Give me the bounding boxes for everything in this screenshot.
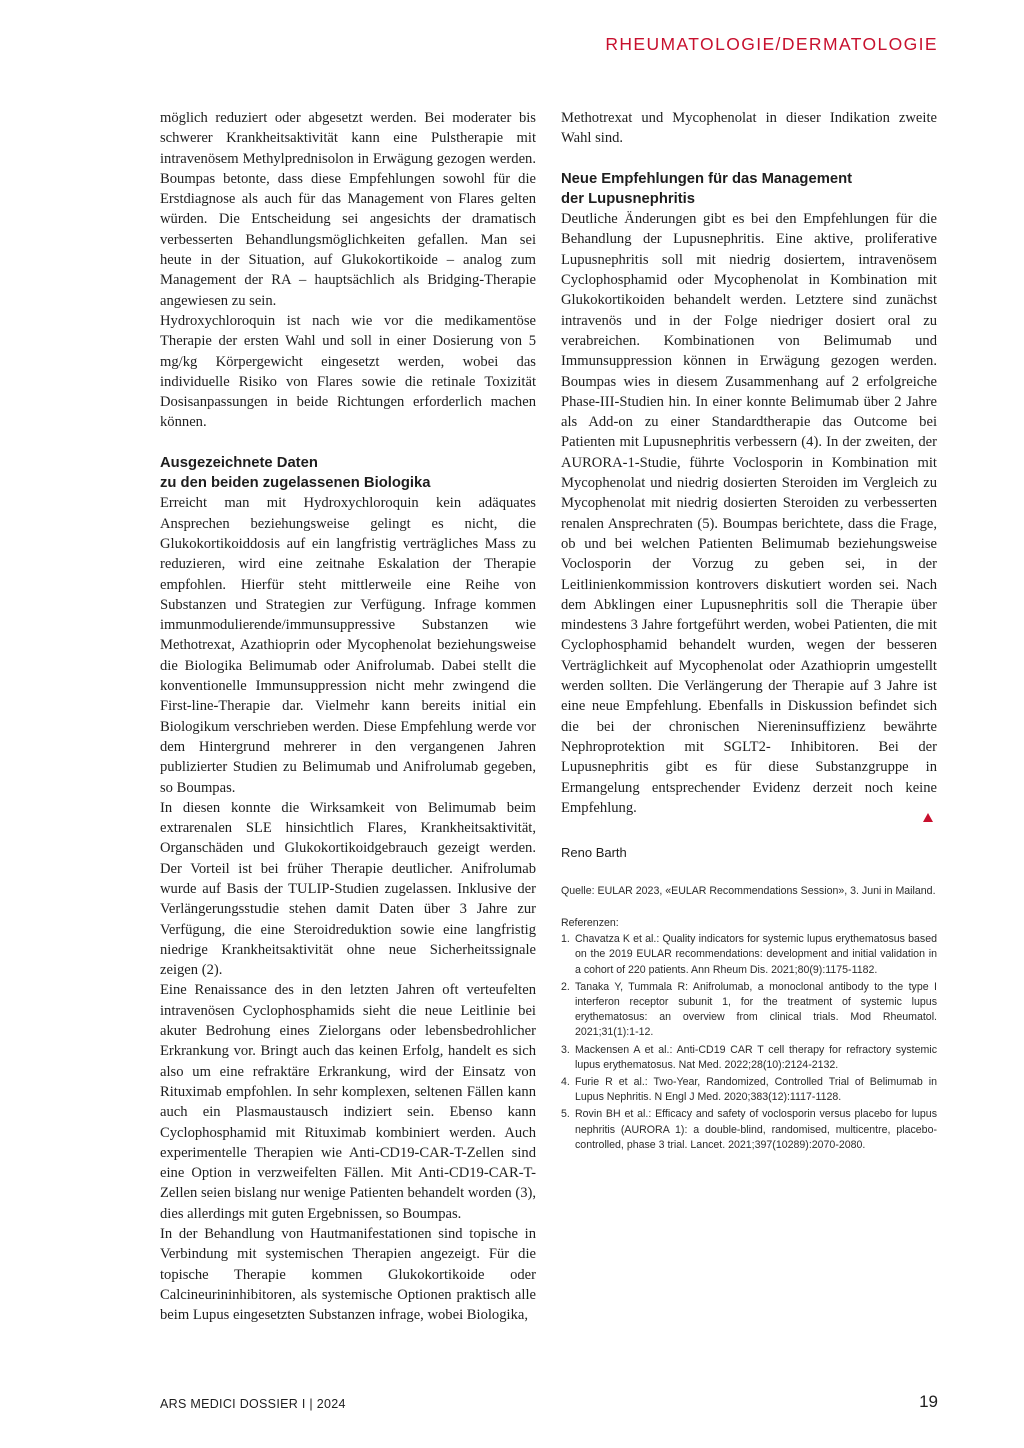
left-column xyxy=(160,108,536,1326)
section-heading xyxy=(561,169,937,210)
reference-item xyxy=(561,1107,937,1153)
references-list xyxy=(561,932,937,1153)
reference-number: 5. xyxy=(561,1108,570,1121)
body-paragraph: Hydroxychloroquin ist nach wie vor die medikamentöse Therapie der ersten Wahl und soll in einer Dosierung von 5 mg/kg Körpergewicht eingesetzt werden, wobei das individuelle Risiko von Flares sowie die retinale Toxizität Dosisanpassungen in beide Richtungen erforderlich machen können. xyxy=(160,312,536,431)
reference-text: Chavatza K et al.: Quality indicators for systemic lupus erythematosus based on the 2019 EULAR recommendations: development and initial validation in a cohort of 220 patients. Ann Rheum Dis. 2021;80(9):1175-1182. xyxy=(575,933,937,976)
reference-number: 1. xyxy=(561,933,570,946)
body-paragraph: möglich reduziert oder abgesetzt werden. Bei moderater bis schwerer Krankheitsaktivität kann eine Pulstherapie mit intravenösem Methylprednisolon in Erwägung gezogen werden. Boumpas betonte, dass diese Empfehlungen sowohl für die Erstdiagnose als auch für das Management von Flares gelten würden. Die Entscheidung sei angesichts der dramatisch verbesserten Behandlungsmöglichkeiten gefallen. Man sei heute in der Situation, auf Glukokortikoide – analog zum Management der RA – hauptsächlich als Bridging-Therapie angewiesen zu sein. xyxy=(160,110,536,309)
reference-text: Tanaka Y, Tummala R: Anifrolumab, a monoclonal antibody to the type I interferon receptor subunit 1, for the treatment of systemic lupus erythematosus: an overview from clinical trials. Mod Rheumatol. 2021;31(1):1-12. xyxy=(575,980,937,1039)
body-paragraph: In diesen konnte die Wirksamkeit von Belimumab beim extrarenalen SLE hinsichtlich Flares, Krankheitsaktivität, Organschäden und Glukokortikoidgebrauch gezeigt werden. Der Vorteil ist bei früher Therapie deutlicher. Anifrolumab wurde auf Basis der TULIP-Studien zugelassen. Inklusive der Verlängerungsstudie stehen damit Daten über 3 Jahre zur Verfügung, die eine Steroidreduktion sowie eine langfristig niedrige Krankheitsaktivität ohne neue Sicherheitssignale zeigen (2). xyxy=(160,799,536,979)
reference-number: 3. xyxy=(561,1043,570,1056)
body-paragraph: Deutliche Änderungen gibt es bei den Empfehlungen für die Behandlung der Lupusnephritis. Eine aktive, proliferative Lupusnephritis soll mit niedrig dosiertem, intravenösem Cyclophosphamid oder Mycophenolat in Kombination mit Glukokortikoiden behandelt werden. Letztere sind zunächst intravenös und in der Folge niedriger dosiert oral zu verabreichen. Kombinationen von Belimumab und Immunsuppression können in Erwägung gezogen werden. Boumpas wies in diesem Zusammenhang auf 2 erfolgreiche Phase-III-Studien hin. In einer konnte Belimumab über 2 Jahre als Add-on zu einer Standardtherapie das Outcome bei Patienten mit Lupusnephritis verbessern (4). In der zweiten, der AURORA-1-Studie, führte Voclosporin in Kombination mit Mycophenolat und niedrig dosierten Steroiden im Vergleich zu Mycophenolat mit niedrig dosierten Steroiden zu verbesserten renalen Ansprechraten (5). Boumpas berichtete, dass die Frage, ob und bei welchen Patienten Belimumab beziehungsweise Voclosporin der Vorzug zu geben sei, in der Leitlinienkommission kontrovers diskutiert worden sei. Nach dem Abklingen einer Lupusnephritis soll die Therapie über mindestens 3 Jahre fortgeführt werden, wobei Patienten, die mit Cyclophosphamid behandelt wurden, wegen der besseren Verträglichkeit auf Mycophenolat oder Azathioprin umgestellt werden sollten. Die Verlängerung der Therapie auf 3 Jahre ist eine neue Empfehlung. Ebenfalls in Diskussion befindet sich die bei der chronischen Niereninsuffizienz bewährte Nephroprotektion mit SGLT2- Inhibitoren. Bei der Lupusnephritis gibt es für diese Substanzgruppe in Ermangelung entsprechender Evidenz derzeit noch keine Empfehlung. xyxy=(561,211,937,816)
reference-item xyxy=(561,1043,937,1073)
source-note: Quelle: EULAR 2023, «EULAR Recommendations Session», 3. Juni in Mailand. xyxy=(561,885,936,898)
section-heading xyxy=(160,453,536,494)
section-heading-line: Neue Empfehlungen für das Management xyxy=(561,170,853,187)
author-name: Reno Barth xyxy=(561,845,627,861)
section-tag: RHEUMATOLOGIE/DERMATOLOGIE xyxy=(605,34,938,54)
body-paragraph: Erreicht man mit Hydroxychloroquin kein adäquates Ansprechen beziehungsweise gelingt es nicht, die Glukokortikoiddosis auf ein langfristig verträgliches Mass zu reduzieren, wird eine zeitnahe Eskalation der Therapie empfohlen. Hierfür steht mittlerweile eine Reihe von Substanzen und Strategien zur Verfügung. Infrage kommen immunmodulierende/immunsuppressive Substanzen wie Methotrexat, Azathioprin oder Mycophenolat beziehungsweise die Biologika Belimumab oder Anifrolumab. Dabei stellt die konventionelle Immunsuppression nicht mehr zwingend die First-line-Therapie dar. Vielmehr kann bereits initial ein Biologikum verschrieben werden. Diese Empfehlung werde vor dem Hintergrund mehrerer in den vergangenen Jahren publizierter Studien zu Belimumab und Anifrolumab gegeben, so Boumpas. xyxy=(160,495,536,796)
reference-item xyxy=(561,932,937,978)
reference-text: Rovin BH et al.: Efficacy and safety of voclosporin versus placebo for lupus nephritis (AURORA 1): a double-blind, randomised, multicentre, placebo-controlled, phase 3 trial. Lancet. 2021;397(10289):2070-2080. xyxy=(575,1108,937,1151)
reference-number: 4. xyxy=(561,1075,570,1088)
final-paragraph xyxy=(561,209,937,818)
body-paragraph: Eine Renaissance des in den letzten Jahren oft verteufelten intravenösen Cyclophosphamids sieht die neue Leitlinie bei akuter Bedrohung eines Zielorgans oder lebensbedrohlicher Erkrankung vor. Bringt auch das keinen Erfolg, handelt es sich also um eine refraktäre Erkrankung, wird der Einsatz von Rituximab empfohlen. In sehr komplexen, seltenen Fällen kann auch ein Plasmaustausch indiziert sein. Ebenso kann Cyclophosphamid mit Rituximab kombiniert werden. Auch experimentelle Therapien wie Anti-CD19-CAR-T-Zellen sind eine Option in verzweifelten Fällen. Mit Anti-CD19-CAR-T-Zellen seien bislang nur wenige Patienten behandelt worden (3), dies allerdings mit guten Ergebnissen, so Boumpas. xyxy=(160,982,536,1222)
section-heading-line: der Lupusnephritis xyxy=(561,190,696,207)
body-paragraph: In der Behandlung von Hautmanifestationen sind topische in Verbindung mit systemischen Therapien angezeigt. Für die topische Therapie kommen Glukokortikoide oder Calcineurininhibitoren, als systemische Optionen praktisch alle beim Lupus eingesetzten Substanzen infrage, wobei Biologika, xyxy=(160,1226,536,1324)
reference-item xyxy=(561,980,937,1041)
reference-number: 2. xyxy=(561,980,570,993)
right-column xyxy=(561,108,937,1155)
reference-text: Mackensen A et al.: Anti-CD19 CAR T cell therapy for refractory systemic lupus erythematosus. Nat Med. 2022;28(10):2124-2132. xyxy=(575,1043,937,1071)
reference-item xyxy=(561,1075,937,1105)
reference-text: Furie R et al.: Two-Year, Randomized, Controlled Trial of Belimumab in Lupus Nephritis. N Engl J Med. 2020;383(12):1117-1128. xyxy=(575,1075,937,1104)
section-heading-line: Ausgezeichnete Daten xyxy=(160,454,318,471)
references-title: Referenzen: xyxy=(561,917,619,930)
body-paragraph: Methotrexat und Mycophenolat in dieser Indikation zweite Wahl sind. xyxy=(561,110,937,147)
section-heading-line: zu den beiden zugelassenen Biologika xyxy=(160,475,431,492)
page-number: 19 xyxy=(919,1392,938,1411)
publication-footer: ARS MEDICI DOSSIER I | 2024 xyxy=(160,1397,346,1411)
end-of-article-triangle-icon xyxy=(923,813,933,822)
